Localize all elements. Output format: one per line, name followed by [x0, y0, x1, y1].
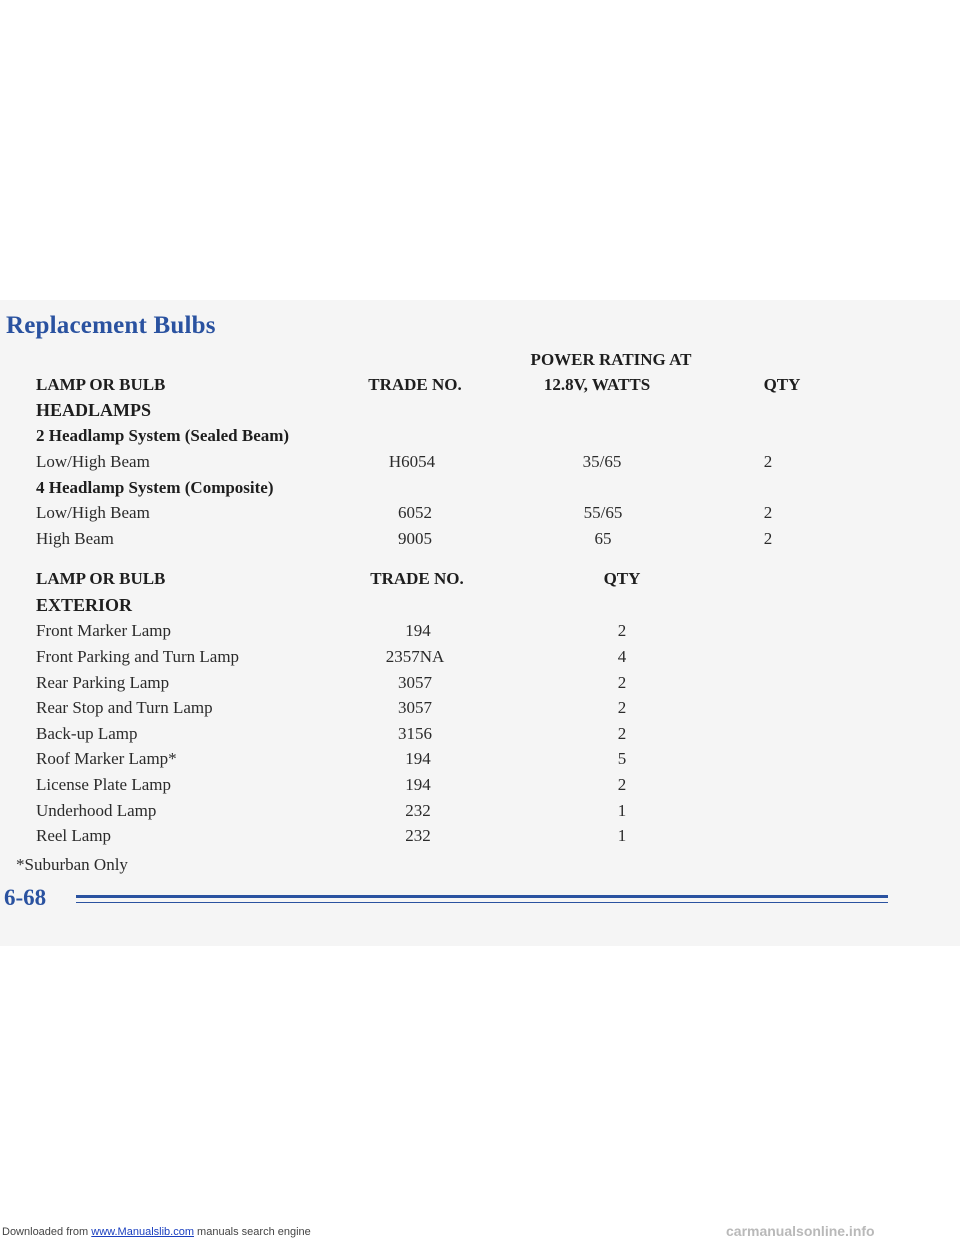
row-trade: 232 — [405, 801, 431, 820]
row-lamp: Reel Lamp — [36, 826, 112, 845]
header-power-line2: 12.8V, WATTS — [543, 375, 651, 394]
row-lamp: Low/High Beam — [36, 503, 150, 522]
row-trade: 9005 — [398, 529, 432, 548]
row-power: 55/65 — [583, 503, 623, 522]
download-prefix: Downloaded from — [2, 1226, 89, 1238]
footer-rule — [76, 895, 888, 898]
row-lamp: Front Parking and Turn Lamp — [36, 647, 240, 666]
row-qty: 2 — [763, 529, 773, 548]
row-qty: 2 — [763, 452, 773, 471]
row-trade: 194 — [405, 749, 431, 768]
download-note — [2, 1226, 311, 1238]
footer-rule-thin — [76, 902, 888, 903]
row-lamp: Rear Stop and Turn Lamp — [36, 698, 213, 717]
row-power: 65 — [594, 529, 612, 548]
page-title: Replacement Bulbs — [6, 312, 216, 339]
header-qty-2: QTY — [603, 569, 641, 588]
section-headlamps: HEADLAMPS — [36, 400, 152, 420]
row-trade: 6052 — [398, 503, 432, 522]
manualslib-link[interactable]: www.Manualslib.com — [91, 1226, 194, 1238]
row-qty: 4 — [617, 647, 627, 666]
header-lamp-or-bulb-2: LAMP OR BULB — [36, 569, 166, 588]
row-lamp: Low/High Beam — [36, 452, 150, 471]
row-qty: 5 — [617, 749, 627, 768]
header-qty: QTY — [763, 375, 801, 394]
row-lamp: High Beam — [36, 529, 114, 548]
row-trade: 232 — [405, 826, 431, 845]
row-trade: H6054 — [388, 452, 436, 471]
header-lamp-or-bulb: LAMP OR BULB — [36, 375, 166, 394]
group-composite: 4 Headlamp System (Composite) — [36, 478, 274, 497]
row-lamp: License Plate Lamp — [36, 775, 172, 794]
row-trade: 3057 — [398, 698, 432, 717]
row-trade: 3057 — [398, 673, 432, 692]
section-exterior: EXTERIOR — [36, 595, 133, 615]
footnote: *Suburban Only — [16, 855, 128, 874]
row-qty: 1 — [617, 826, 627, 845]
row-qty: 2 — [617, 724, 627, 743]
row-trade: 194 — [405, 621, 431, 640]
row-qty: 2 — [763, 503, 773, 522]
row-qty: 1 — [617, 801, 627, 820]
header-trade-no: TRADE NO. — [368, 375, 462, 394]
row-qty: 2 — [617, 673, 627, 692]
row-trade: 3156 — [398, 724, 432, 743]
row-lamp: Roof Marker Lamp* — [36, 749, 177, 768]
row-qty: 2 — [617, 698, 627, 717]
row-lamp: Underhood Lamp — [36, 801, 157, 820]
download-suffix: manuals search engine — [197, 1226, 311, 1238]
row-qty: 2 — [617, 775, 627, 794]
row-power: 35/65 — [582, 452, 622, 471]
row-lamp: Back-up Lamp — [36, 724, 138, 743]
page-number: 6-68 — [4, 885, 47, 910]
header-trade-no-2: TRADE NO. — [370, 569, 464, 588]
row-qty: 2 — [617, 621, 627, 640]
header-power-line1: POWER RATING AT — [530, 350, 692, 369]
row-trade: 2357NA — [385, 647, 445, 666]
group-sealed-beam: 2 Headlamp System (Sealed Beam) — [36, 426, 290, 445]
watermark-logo: carmanualsonline.info — [726, 1223, 875, 1239]
row-trade: 194 — [405, 775, 431, 794]
row-lamp: Rear Parking Lamp — [36, 673, 170, 692]
row-lamp: Front Marker Lamp — [36, 621, 172, 640]
